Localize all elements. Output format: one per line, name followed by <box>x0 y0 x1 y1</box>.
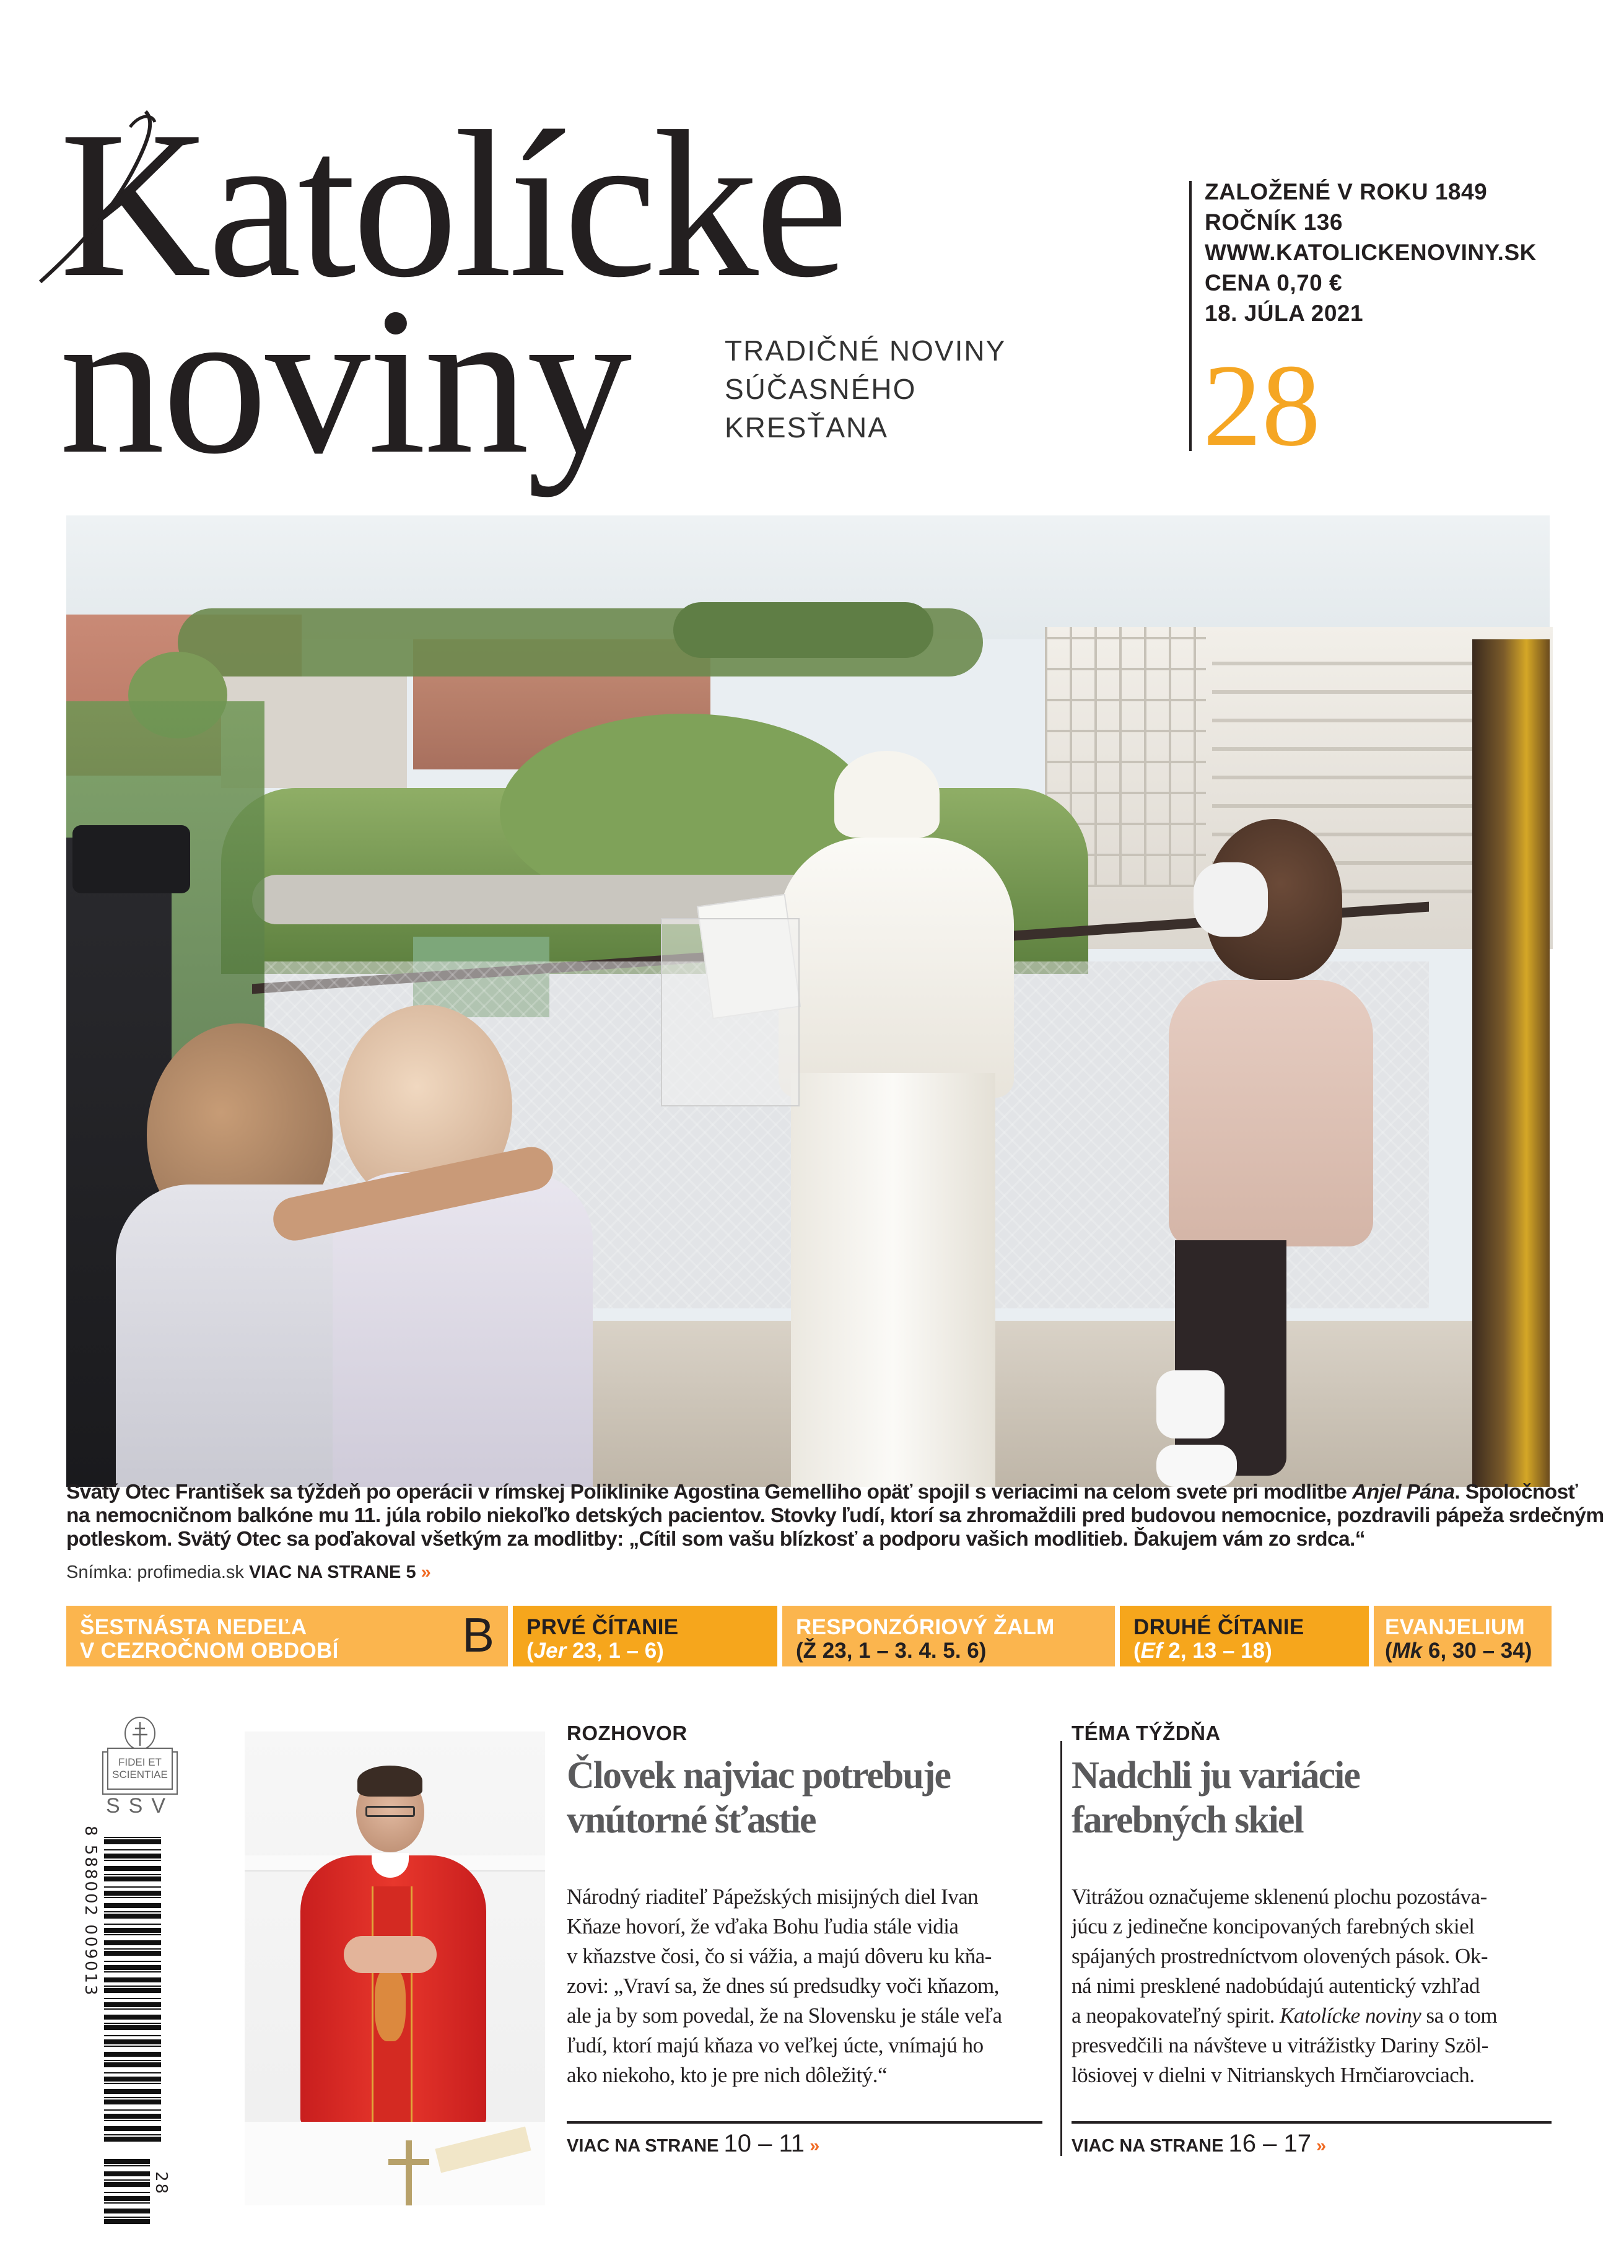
reading-reference: (Jer 23, 1 – 6) <box>526 1639 664 1663</box>
barcode-bar <box>104 1876 161 1881</box>
barcode-bar <box>104 1998 161 1999</box>
article-body <box>567 1882 1042 2090</box>
body-line <box>1072 2001 1552 2031</box>
issue-date: 18. JÚLA 2021 <box>1205 300 1364 326</box>
reading-first <box>513 1606 777 1666</box>
photo-credit: Snímka: profimedia.sk <box>66 1562 244 1582</box>
barcode-bar <box>104 2182 150 2187</box>
barcode-bar <box>104 1903 161 1908</box>
barcode-bar <box>104 1854 161 1859</box>
barcode-digits: 8 588002 009013 <box>81 1826 100 1997</box>
seal-motto-line1: FIDEI ET <box>118 1756 162 1768</box>
caption-text: Svätý Otec František sa týždeň po operácii v rímskej Poliklinike Agostina Gemelliho opäť spojil s veriacimi na celom svete pri modlitbe <box>66 1481 1353 1504</box>
volume-number: ROČNÍK 136 <box>1205 209 1343 235</box>
barcode-bar <box>104 1866 161 1871</box>
barcode-bar <box>104 2097 161 2098</box>
barcode-bar <box>104 2089 161 2094</box>
masthead-title-line1: Katolícke <box>59 87 845 321</box>
seal-motto-line2: SCIENTIAE <box>112 1769 168 1780</box>
price: CENA 0,70 € <box>1205 270 1343 296</box>
barcode-bar <box>104 2023 161 2024</box>
body-text: a neopakovateľný spirit. <box>1072 2003 1280 2028</box>
reading-label: RESPONZÓRIOVÝ ŽALM <box>796 1615 1055 1639</box>
barcode-bar <box>104 1977 161 1982</box>
barcode-bar <box>104 1948 161 1950</box>
barcode <box>81 1824 170 2233</box>
body-line: júcu z jedinečne koncipovaných farebných skiel <box>1072 1914 1475 1938</box>
double-chevron-right-icon: » <box>1316 2136 1323 2156</box>
body-line: ako niekoho, kto je pre nich dôležitý.“ <box>567 2063 888 2087</box>
barcode-bar <box>104 1928 161 1933</box>
barcode-bar <box>104 2025 161 2030</box>
seal-initials: SSV <box>105 1794 175 1818</box>
article-kicker: ROZHOVOR <box>567 1722 688 1745</box>
barcode-bars-addon <box>104 2159 150 2224</box>
barcode-bar <box>104 1965 161 1970</box>
headline-line: vnútorné šťastie <box>567 1799 816 1841</box>
barcode-bar <box>104 1971 161 1972</box>
barcode-bar <box>104 2196 150 2201</box>
info-divider <box>1189 181 1192 451</box>
body-line: v kňazstve čosi, čo si vážia, a majú dôveru ku kňa- <box>567 1944 992 1968</box>
reading-psalm <box>782 1606 1115 1666</box>
masthead-title-line2: noviny <box>59 264 630 497</box>
body-line: Národný riaditeľ Pápežských misijných diel Ivan <box>567 1885 979 1909</box>
barcode-bar <box>104 2114 161 2119</box>
barcode-bar <box>104 1924 161 1925</box>
barcode-bar <box>104 1897 161 1898</box>
reading-label: PRVÉ ČÍTANIE <box>526 1615 679 1639</box>
barcode-bar <box>104 2077 161 2082</box>
more-link[interactable]: VIAC NA STRANE 5 <box>248 1562 416 1582</box>
barcode-bar <box>104 2008 161 2010</box>
tagline-line: TRADIČNÉ NOVINY <box>725 335 1006 367</box>
headline-line: Človek najviac potrebuje <box>567 1754 951 1797</box>
barcode-bar <box>104 1961 161 1962</box>
article-rule <box>1072 2121 1552 2124</box>
barcode-bar <box>104 1914 161 1919</box>
barcode-bar <box>104 2219 150 2224</box>
masthead-tagline <box>725 331 1006 447</box>
body-italic-title: Katolícke noviny <box>1280 2003 1421 2028</box>
barcode-bar <box>104 2165 150 2166</box>
barcode-bar <box>104 1986 161 1987</box>
priest-photo <box>245 1732 545 2205</box>
photo-credit-line <box>66 1561 427 1583</box>
barcode-bar <box>104 1891 161 1896</box>
body-line: Kňaze hovorí, že vďaka Bohu ľudia stále vidia <box>567 1914 959 1938</box>
barcode-bar <box>104 1837 161 1838</box>
barcode-bar <box>104 1886 161 1888</box>
barcode-bar <box>104 2120 161 2121</box>
barcode-bar <box>104 2202 150 2204</box>
barcode-bar <box>104 2099 161 2104</box>
article-body <box>1072 1882 1552 2090</box>
article-theme-of-week <box>1072 1721 1552 2158</box>
issue-info <box>1205 177 1537 328</box>
sunday-name-line1: ŠESTNÁSTA NEDEĽA <box>80 1615 307 1639</box>
body-text: sa o tom <box>1421 2003 1498 2028</box>
barcode-bar <box>104 1988 161 1993</box>
barcode-bar <box>104 2126 161 2131</box>
reading-book: Ž <box>803 1639 817 1663</box>
reading-label: DRUHÉ ČÍTANIE <box>1133 1615 1304 1639</box>
double-chevron-right-icon: » <box>421 1562 427 1582</box>
barcode-addon-digits: 28 <box>152 2171 170 2196</box>
barcode-bar <box>104 2072 161 2073</box>
barcode-bar <box>104 2002 161 2007</box>
article-headline[interactable] <box>567 1753 1042 1842</box>
caption-line: na nemocničnom balkóne mu 11. júla robilo niekoľko detských pacientov. Stovky ľudí, ktorí sa zhromaždili pred budovou nemocnice, pozdravili pápeža srdečným <box>66 1504 1604 1527</box>
reading-reference: (Mk 6, 30 – 34) <box>1385 1639 1532 1663</box>
sunday-name-line2: V CEZROČNOM OBDOBÍ <box>80 1639 339 1663</box>
barcode-bar <box>104 1940 161 1945</box>
barcode-bar <box>104 1839 161 1844</box>
reading-verses: 23, 1 – 6 <box>566 1639 657 1663</box>
main-photo-caption <box>66 1481 1604 1551</box>
reading-verses: 6, 30 – 34 <box>1422 1639 1525 1663</box>
barcode-bar <box>104 2035 161 2036</box>
headline-line: Nadchli ju variácie <box>1072 1754 1360 1797</box>
barcode-bar <box>104 2109 161 2111</box>
reading-verses: 23, 1 – 3. 4. 5. 6 <box>816 1639 979 1663</box>
body-line: ná nimi presklené nadobúdajú autentický vzhľad <box>1072 1974 1480 1998</box>
double-chevron-right-icon: » <box>810 2136 816 2156</box>
issue-number: 28 <box>1203 341 1321 471</box>
article-kicker: TÉMA TÝŽDŇA <box>1072 1722 1221 1745</box>
reading-book: Jer <box>533 1639 567 1663</box>
body-line: presvedčili na návšteve u vitrážistky Dariny Szöl- <box>1072 2033 1488 2057</box>
barcode-bar <box>104 2217 150 2218</box>
article-more-link[interactable] <box>1072 2131 1552 2158</box>
barcode-bar <box>104 2060 161 2061</box>
body-line: Vitrážou označujeme sklenenú plochu pozostáva- <box>1072 1885 1487 1909</box>
barcode-bar <box>104 1860 161 1861</box>
barcode-bar <box>104 2192 150 2193</box>
barcode-bar <box>104 1934 161 1935</box>
tagline-line: SÚČASNÉHO <box>725 373 917 405</box>
body-line: zovi: „Vraví sa, že dnes sú predsudky voči kňazom, <box>567 1974 999 1998</box>
barcode-bar <box>104 2046 161 2047</box>
more-pages: 16 – 17 <box>1228 2130 1311 2157</box>
reading-gospel <box>1374 1606 1552 1666</box>
barcode-bar <box>104 2052 161 2057</box>
barcode-bars-main <box>104 1837 161 2142</box>
reading-book: Ef <box>1140 1639 1163 1663</box>
reading-reference: (Ž 23, 1 – 3. 4. 5. 6) <box>796 1639 987 1663</box>
barcode-bar <box>104 2062 161 2067</box>
ssv-seal-logo <box>99 1716 192 1818</box>
article-headline[interactable] <box>1072 1753 1552 1842</box>
barcode-bar <box>104 2137 161 2142</box>
website-link[interactable]: WWW.KATOLICKENOVINY.SK <box>1205 240 1537 265</box>
more-label: VIAC NA STRANE <box>1072 2136 1224 2156</box>
barcode-bar <box>104 1911 161 1912</box>
body-line: ale ja by som povedal, že na Slovensku je stále veľa <box>567 2003 1002 2028</box>
barcode-bar <box>104 2179 150 2181</box>
body-line: spájaných prostredníctvom olovených pások. Ok- <box>1072 1944 1488 1968</box>
barcode-bar <box>104 1849 161 1850</box>
barcode-bar <box>104 1874 161 1875</box>
reading-second <box>1120 1606 1369 1666</box>
article-rule <box>567 2121 1042 2124</box>
barcode-bar <box>104 2209 150 2213</box>
barcode-bar <box>104 2015 161 2020</box>
more-label: VIAC NA STRANE <box>567 2136 719 2156</box>
reading-label: EVANJELIUM <box>1385 1615 1525 1639</box>
barcode-bar <box>104 2039 161 2044</box>
barcode-bar <box>104 2159 150 2164</box>
caption-line <box>66 1481 1578 1504</box>
caption-italic-title: Anjel Pána <box>1352 1481 1455 1504</box>
barcode-bar <box>104 1951 161 1956</box>
article-more-link[interactable] <box>567 2131 1042 2158</box>
main-photo-pope-balcony <box>66 515 1550 1487</box>
body-line: ľudí, ktorí majú kňaza vo veľkej úcte, vnímajú ho <box>567 2033 984 2057</box>
body-line: lösiovej v dielni v Nitrianskych Hrnčiarovciach. <box>1072 2063 1475 2087</box>
barcode-bar <box>104 2171 150 2176</box>
barcode-bar <box>104 2083 161 2084</box>
more-pages: 10 – 11 <box>723 2130 805 2157</box>
founded-year: ZALOŽENÉ V ROKU 1849 <box>1205 179 1488 204</box>
reading-book: Mk <box>1392 1639 1423 1663</box>
caption-text: . Spoločnosť <box>1454 1481 1578 1504</box>
reading-verses: 2, 13 – 18 <box>1162 1639 1265 1663</box>
reading-reference: (Ef 2, 13 – 18) <box>1133 1639 1272 1663</box>
liturgical-cycle: B <box>461 1608 494 1662</box>
barcode-bar <box>104 2134 161 2135</box>
caption-line: potleskom. Svätý Otec sa poďakoval všetkým za modlitby: „Cítil som vašu blízkosť a podporu vašich modlitieb. Ďakujem vám zo srdca.“ <box>66 1528 1365 1551</box>
tagline-line: KRESŤANA <box>725 411 888 444</box>
article-interview <box>567 1721 1042 2158</box>
sunday-label-box <box>66 1606 508 1666</box>
column-divider <box>1060 1741 1062 2156</box>
headline-line: farebných skiel <box>1072 1799 1303 1841</box>
